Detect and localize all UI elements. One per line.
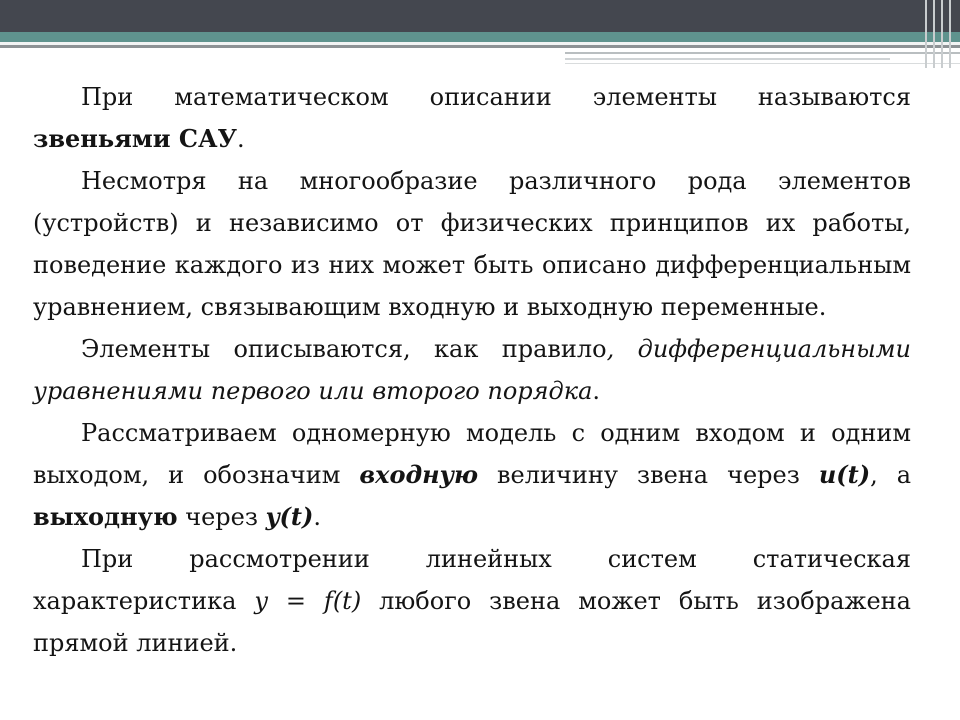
decor-line xyxy=(565,52,960,54)
paragraph-1 xyxy=(33,76,911,160)
text: Несмотря на многообразие различного рода элементов (устройств) и независимо от физических принципов их работы, поведение каждого из них может быть описано дифференциальным уравнением, связывающим входную и выходную переменные. xyxy=(33,167,911,321)
bold-term: выходную xyxy=(33,502,178,531)
paragraph-2 xyxy=(33,160,911,328)
paragraph-4 xyxy=(33,412,911,538)
slide-body xyxy=(33,76,911,664)
paragraph-3 xyxy=(33,328,911,412)
text: Рассматриваем одномерную модель с одним входом и одним выходом, и обозначим xyxy=(33,419,911,489)
decor-line xyxy=(565,58,890,60)
text: величину звена через xyxy=(478,461,819,489)
text: . xyxy=(313,503,321,531)
formula: y = f(t) xyxy=(254,587,362,615)
text: При рассмотрении линейных систем статическая характеристика xyxy=(33,545,911,615)
text: При математическом описании элементы называются xyxy=(81,83,911,111)
text: , а xyxy=(870,461,911,489)
title-bar xyxy=(0,0,960,32)
text: любого звена может быть изображена прямой линией. xyxy=(33,587,911,657)
bold-term: звеньями САУ xyxy=(33,124,237,153)
text: Элементы описываются, как правило xyxy=(81,335,607,363)
decor-vbar xyxy=(925,0,927,68)
text: через xyxy=(177,503,266,531)
text: . xyxy=(592,377,601,405)
output-variable: y(t) xyxy=(265,502,314,531)
text: . xyxy=(236,125,245,153)
decor-line xyxy=(565,63,960,64)
bold-italic-term: входную xyxy=(359,460,479,489)
italic-term: , дифференциальными уравнениями первого или второго порядка xyxy=(33,335,911,405)
paragraph-5 xyxy=(33,538,911,664)
decor-vbar xyxy=(941,0,943,68)
band-shadow xyxy=(0,45,960,48)
teal-band xyxy=(0,32,960,42)
input-variable: u(t) xyxy=(818,460,871,489)
decor-vbar xyxy=(949,0,951,68)
decor-vbar xyxy=(933,0,935,68)
